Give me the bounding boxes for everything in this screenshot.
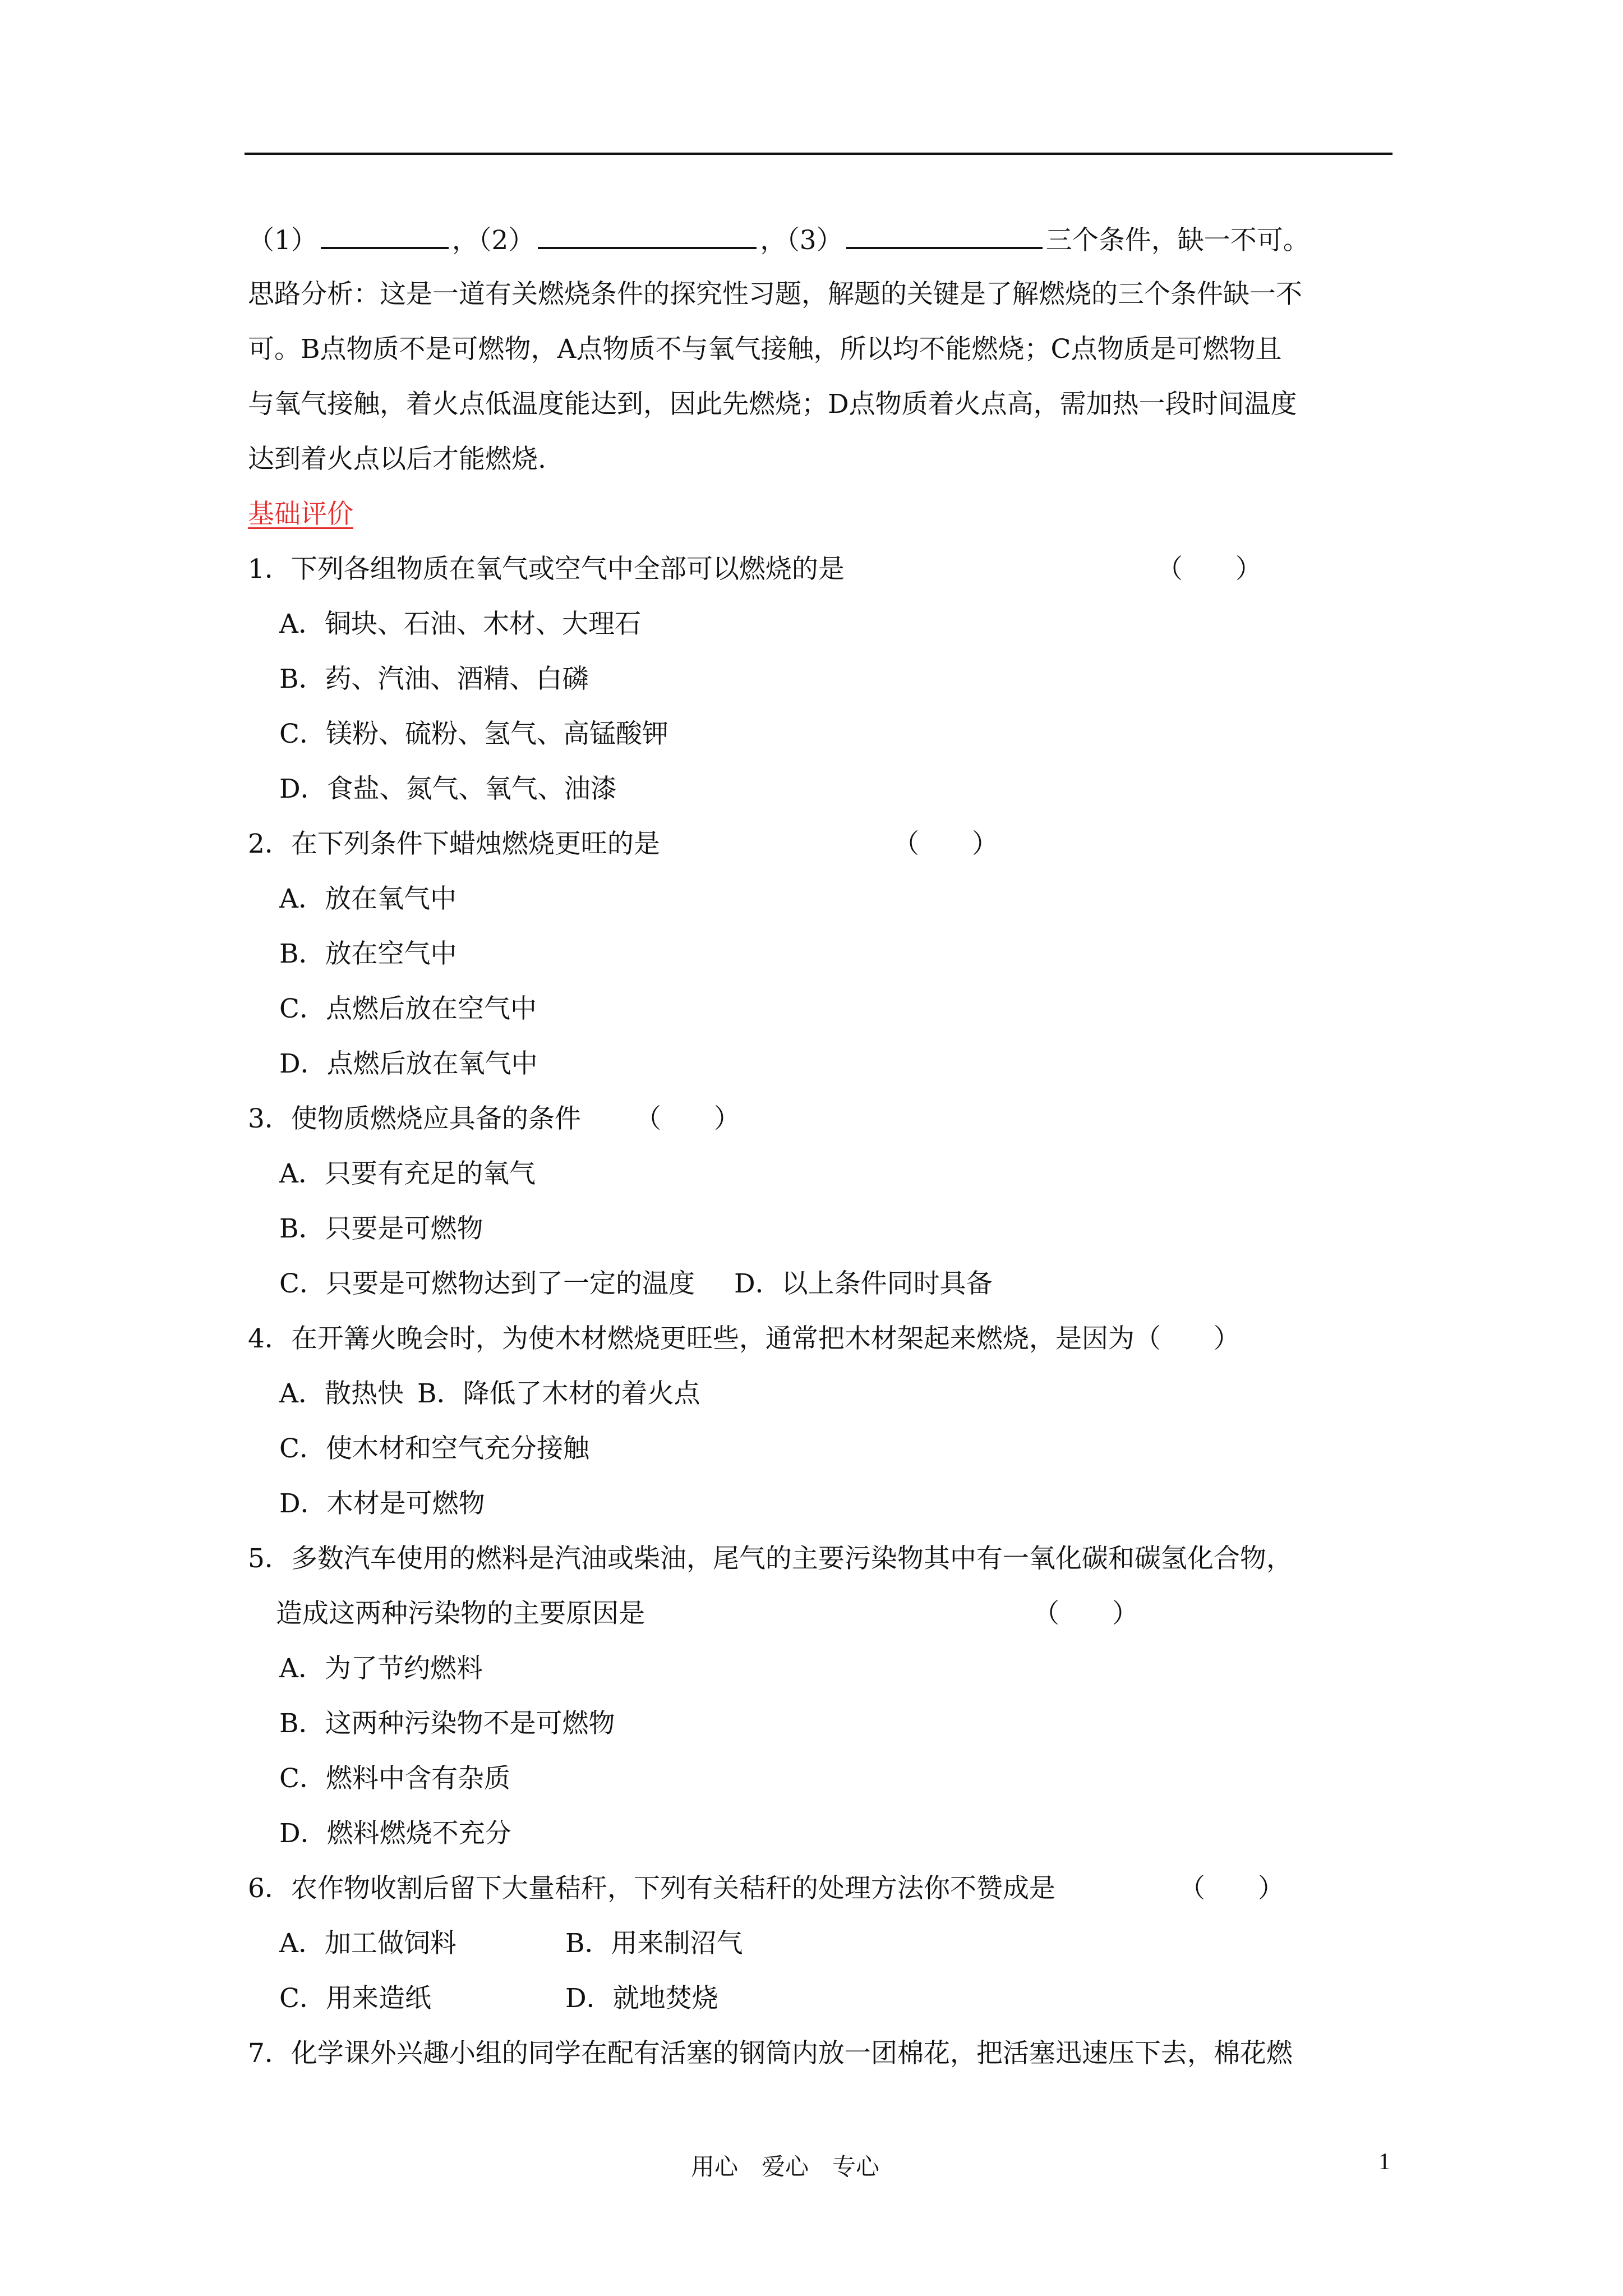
option-item: B．放在空气中 (279, 938, 457, 969)
option-item: B．降低了木材的着火点 (417, 1378, 700, 1409)
option-item: A．只要有充足的氧气 (279, 1158, 536, 1189)
document-body (248, 212, 1398, 2081)
footer-motto: 用心 爱心 专心 (691, 2153, 880, 2180)
option-item: B．用来制沼气 (565, 1928, 743, 1959)
option-row (248, 1366, 1398, 1421)
analysis-line: 思路分析：这是一道有关燃烧条件的探究性习题，解题的关键是了解燃烧的三个条件缺一不 (248, 279, 1302, 310)
option-item: B．这两种污染物不是可燃物 (279, 1708, 615, 1739)
question-4-text: 4．在开篝火晚会时，为使木材燃烧更旺些，通常把木材架起来燃烧，是因为 (248, 1323, 1135, 1354)
option-item: C．燃料中含有杂质 (279, 1763, 510, 1794)
page-footer (0, 2148, 1623, 2182)
answer-parentheses[interactable]: （ ） (635, 1103, 740, 1134)
question-1-text: 1．下列各组物质在氧气或空气中全部可以燃烧的是 (248, 554, 845, 585)
question-stem (248, 542, 1398, 597)
option-item: C．只要是可燃物达到了一定的温度 (279, 1268, 695, 1299)
question-stem (248, 1092, 1398, 1147)
answer-blank-1[interactable] (321, 212, 449, 249)
question-stem-continued (248, 1586, 1398, 1641)
conditions-fill-in-line (248, 212, 1398, 267)
option-item: C．使木材和空气充分接触 (279, 1433, 589, 1464)
answer-parentheses[interactable]: （ ） (893, 829, 998, 859)
answer-parentheses[interactable]: （ ） (1179, 1873, 1284, 1904)
analysis-line: 与氧气接触，着火点低温度能达到，因此先燃烧；D点物质着火点高，需加热一段时间温度 (248, 389, 1297, 420)
option-row (248, 1916, 1398, 1971)
header-rule (245, 153, 1393, 155)
option-item: C．点燃后放在空气中 (279, 993, 537, 1024)
question-stem (248, 817, 1398, 872)
blank-label-1: （1） (248, 225, 317, 256)
blank-label-2: ，（2） (451, 225, 535, 256)
answer-parentheses[interactable]: （ ） (1134, 1323, 1240, 1354)
question-5-text-continued: 造成这两种污染物的主要原因是 (276, 1598, 645, 1629)
analysis-line: 达到着火点以后才能燃烧. (248, 444, 546, 475)
conditions-tail-text: 三个条件，缺一不可。 (1045, 225, 1310, 256)
option-row (248, 1971, 1398, 2026)
answer-blank-2[interactable] (538, 212, 757, 249)
option-item: C．镁粉、硫粉、氢气、高锰酸钾 (279, 719, 668, 749)
answer-parentheses[interactable]: （ ） (1156, 554, 1262, 585)
answer-parentheses[interactable]: （ ） (1033, 1598, 1138, 1629)
option-item: D．就地焚烧 (565, 1983, 718, 2014)
option-item: B．只要是可燃物 (279, 1213, 483, 1244)
option-item: A．加工做饲料 (279, 1928, 457, 1959)
question-stem (248, 1861, 1398, 1916)
question-stem: 5．多数汽车使用的燃料是汽油或柴油，尾气的主要污染物其中有一氧化碳和碳氢化合物， (248, 1543, 1293, 1574)
option-item: D．燃料燃烧不充分 (279, 1818, 511, 1849)
option-row (248, 1257, 1398, 1312)
option-item: B．药、汽油、酒精、白磷 (279, 664, 589, 694)
question-stem: 7．化学课外兴趣小组的同学在配有活塞的钢筒内放一团棉花，把活塞迅速压下去，棉花燃 (248, 2038, 1293, 2069)
option-item: A．为了节约燃料 (279, 1653, 483, 1684)
question-stem (248, 1312, 1398, 1366)
option-item: C．用来造纸 (279, 1983, 431, 2014)
section-title-basic-evaluation: 基础评价 (248, 499, 353, 530)
question-2-text: 2．在下列条件下蜡烛燃烧更旺的是 (248, 829, 660, 859)
question-6-text: 6．农作物收割后留下大量秸秆，下列有关秸秆的处理方法你不赞成是 (248, 1873, 1055, 1904)
option-item: A．铜块、石油、木材、大理石 (279, 609, 641, 639)
option-item: D．食盐、氮气、氧气、油漆 (279, 774, 617, 804)
analysis-line: 可。B点物质不是可燃物，A点物质不与氧气接触，所以均不能燃烧；C点物质是可燃物且 (248, 334, 1282, 365)
answer-blank-3[interactable] (846, 212, 1043, 249)
section-heading (248, 487, 1398, 542)
option-item: D．以上条件同时具备 (734, 1268, 993, 1299)
option-item: A．放在氧气中 (279, 884, 457, 914)
option-item: A．散热快 (279, 1378, 404, 1409)
page-number: 1 (1378, 2149, 1390, 2175)
blank-label-3: ，（3） (760, 225, 843, 256)
question-3-text: 3．使物质燃烧应具备的条件 (248, 1103, 581, 1134)
option-item: D．木材是可燃物 (279, 1488, 485, 1519)
option-item: D．点燃后放在氧气中 (279, 1048, 538, 1079)
